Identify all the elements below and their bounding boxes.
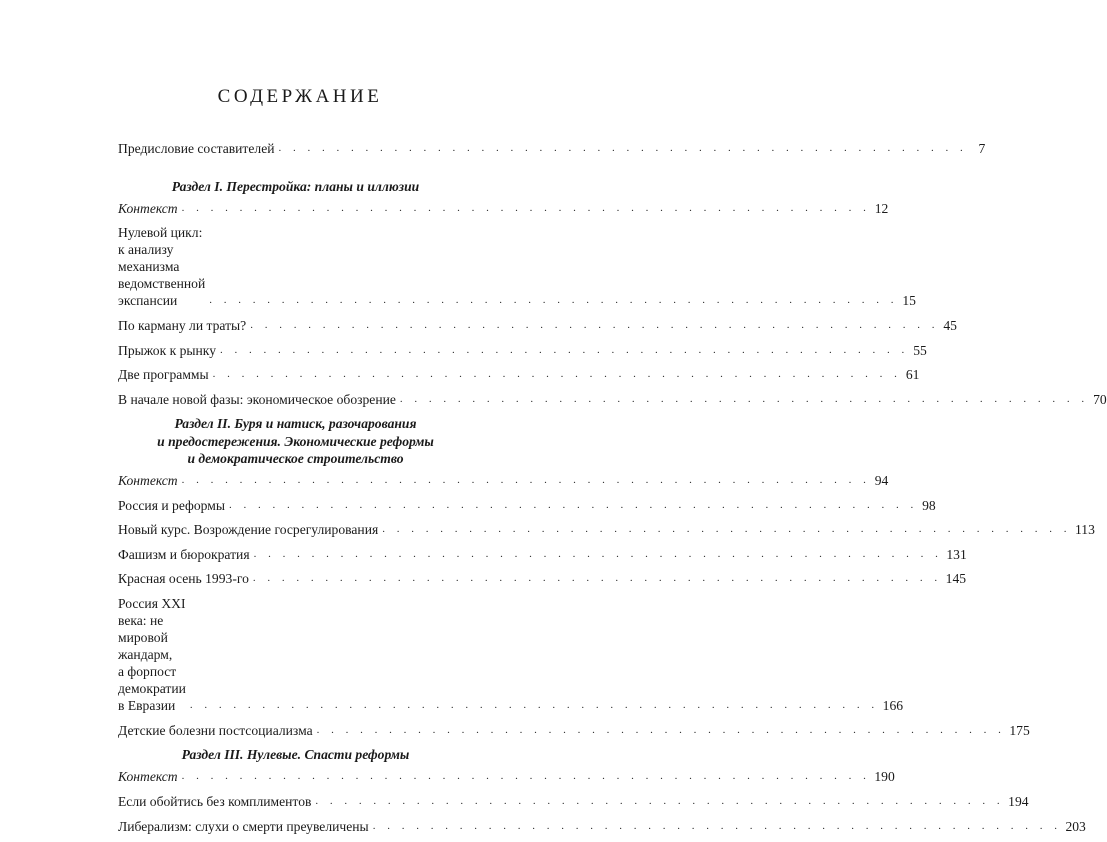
toc-entry-page: 70 — [1093, 391, 1107, 407]
section-heading: Раздел II. Буря и натиск, разочарования и предостережения. Экономические реформы и демократическое строительство — [157, 416, 434, 466]
toc-entry-page: 15 — [902, 293, 916, 309]
toc-entry-page: 61 — [905, 367, 920, 383]
toc-entry — [118, 546, 967, 563]
toc-entry — [118, 200, 889, 217]
toc-leader-dots: . . . . . . . . . . . . . . . . . . . . . . . . . . . . . . . . . . . . . . . . . . . . . . . . — [220, 343, 909, 356]
toc-entry-title: Предисловие составителей — [118, 141, 275, 156]
toc-entry — [118, 317, 957, 334]
toc-leader-dots: . . . . . . . . . . . . . . . . . . . . . . . . . . . . . . . . . . . . . . . . . . . . . . . . — [189, 698, 879, 711]
toc-entry — [118, 768, 895, 785]
toc-entry-title: Детские болезни постсоциализма — [118, 722, 313, 738]
toc-entry-title: Россия XXI века: не мировой жандарм, а форпост демократии в Евразии — [118, 595, 186, 713]
toc-leader-dots: . . . . . . . . . . . . . . . . . . . . . . . . . . . . . . . . . . . . . . . . . . . . . . . . — [372, 819, 1062, 832]
toc-entry-title: Новый курс. Возрождение госрегулирования — [118, 522, 379, 538]
toc-entry-title: Красная осень 1993-го — [118, 571, 249, 587]
toc-entry-title: Либерализм: слухи о смерти преувеличены — [118, 818, 369, 834]
toc-leader-dots: . . . . . . . . . . . . . . . . . . . . . . . . . . . . . . . . . . . . . . . . . . . . . . . . — [253, 547, 943, 560]
toc-entry-title: Две программы — [118, 367, 209, 383]
toc-entry-page: 194 — [1008, 793, 1029, 809]
toc-entry — [118, 497, 936, 514]
toc-entry-title: По карману ли траты? — [118, 317, 247, 333]
toc-entry-page: 131 — [946, 546, 967, 562]
toc-entry — [118, 391, 1107, 408]
toc-entry-title: Нулевой цикл: к анализу механизма ведомственной экспансии — [118, 225, 206, 309]
toc-entry — [118, 140, 986, 157]
toc-entry-title: В начале новой фазы: экономическое обозрение — [118, 391, 396, 407]
toc-entry — [118, 224, 916, 309]
toc-entry-page: 203 — [1065, 818, 1086, 834]
toc-leader-dots: . . . . . . . . . . . . . . . . . . . . . . . . . . . . . . . . . . . . . . . . . . . . . . . . — [399, 392, 1089, 405]
toc-entry-title: Фашизм и бюрократия — [118, 546, 250, 562]
toc-leader-dots: . . . . . . . . . . . . . . . . . . . . . . . . . . . . . . . . . . . . . . . . . . . . . . . . — [181, 201, 871, 214]
toc-leader-dots: . . . . . . . . . . . . . . . . . . . . . . . . . . . . . . . . . . . . . . . . . . . . . . . . — [250, 318, 939, 331]
toc-entry-page: 145 — [945, 571, 967, 587]
toc-leader-dots: . . . . . . . . . . . . . . . . . . . . . . . . . . . . . . . . . . . . . . . . . . . . . . . . — [252, 572, 942, 585]
toc-entry-page: 45 — [943, 317, 957, 333]
toc-leader-dots: . . . . . . . . . . . . . . . . . . . . . . . . . . . . . . . . . . . . . . . . . . . . . . . . — [382, 523, 1071, 536]
toc-entry-page: 7 — [978, 141, 986, 156]
toc-leader-dots: . . . . . . . . . . . . . . . . . . . . . . . . . . . . . . . . . . . . . . . . . . . . . . . . — [209, 294, 898, 307]
toc-entry-page: 98 — [922, 497, 936, 513]
toc-entry — [118, 818, 1086, 835]
section-heading: Раздел III. Нулевые. Спасти реформы — [181, 747, 410, 763]
toc-entry — [118, 342, 927, 359]
toc-leader-dots: . . . . . . . . . . . . . . . . . . . . . . . . . . . . . . . . . . . . . . . . . . . . . . . . — [212, 368, 902, 381]
toc-entry — [118, 595, 904, 714]
toc-entry-title: Контекст — [118, 769, 178, 785]
toc-entry-page: 12 — [874, 200, 889, 216]
toc-entry — [118, 366, 920, 383]
toc-leader-dots: . . . . . . . . . . . . . . . . . . . . . . . . . . . . . . . . . . . . . . . . . . . . . . . . — [181, 473, 871, 486]
section-heading: Раздел I. Перестройка: планы и иллюзии — [171, 178, 420, 194]
toc-entry-page: 55 — [913, 342, 927, 358]
toc-leader-dots: . . . . . . . . . . . . . . . . . . . . . . . . . . . . . . . . . . . . . . . . . . . . . . . . — [181, 770, 871, 783]
toc-entry-page: 94 — [874, 472, 889, 488]
toc-entry — [118, 472, 889, 489]
toc-leader-dots: . . . . . . . . . . . . . . . . . . . . . . . . . . . . . . . . . . . . . . . . . . . . . . . . — [278, 142, 968, 154]
page-title: СОДЕРЖАНИЕ — [217, 86, 383, 107]
toc-entry-title: Россия и реформы — [118, 497, 225, 513]
toc-entry-page: 190 — [874, 769, 895, 785]
toc-entry-title: Прыжок к рынку — [118, 342, 217, 358]
table-of-contents — [118, 140, 1107, 842]
toc-entry — [118, 570, 967, 587]
toc-leader-dots: . . . . . . . . . . . . . . . . . . . . . . . . . . . . . . . . . . . . . . . . . . . . . . . . — [315, 794, 1005, 807]
toc-entry-title: Контекст — [118, 200, 178, 216]
toc-entry-title: Контекст — [118, 472, 178, 488]
toc-entry-page: 166 — [882, 697, 904, 713]
toc-leader-dots: . . . . . . . . . . . . . . . . . . . . . . . . . . . . . . . . . . . . . . . . . . . . . . . . — [228, 498, 918, 511]
toc-entry-page: 113 — [1074, 522, 1095, 538]
toc-entry — [118, 722, 1030, 739]
toc-entry-page: 175 — [1009, 722, 1030, 738]
toc-entry-title: Если обойтись без комплиментов — [118, 793, 312, 809]
toc-entry — [118, 521, 1095, 538]
toc-leader-dots: . . . . . . . . . . . . . . . . . . . . . . . . . . . . . . . . . . . . . . . . . . . . . . . . — [316, 723, 1006, 736]
toc-entry — [118, 793, 1029, 810]
